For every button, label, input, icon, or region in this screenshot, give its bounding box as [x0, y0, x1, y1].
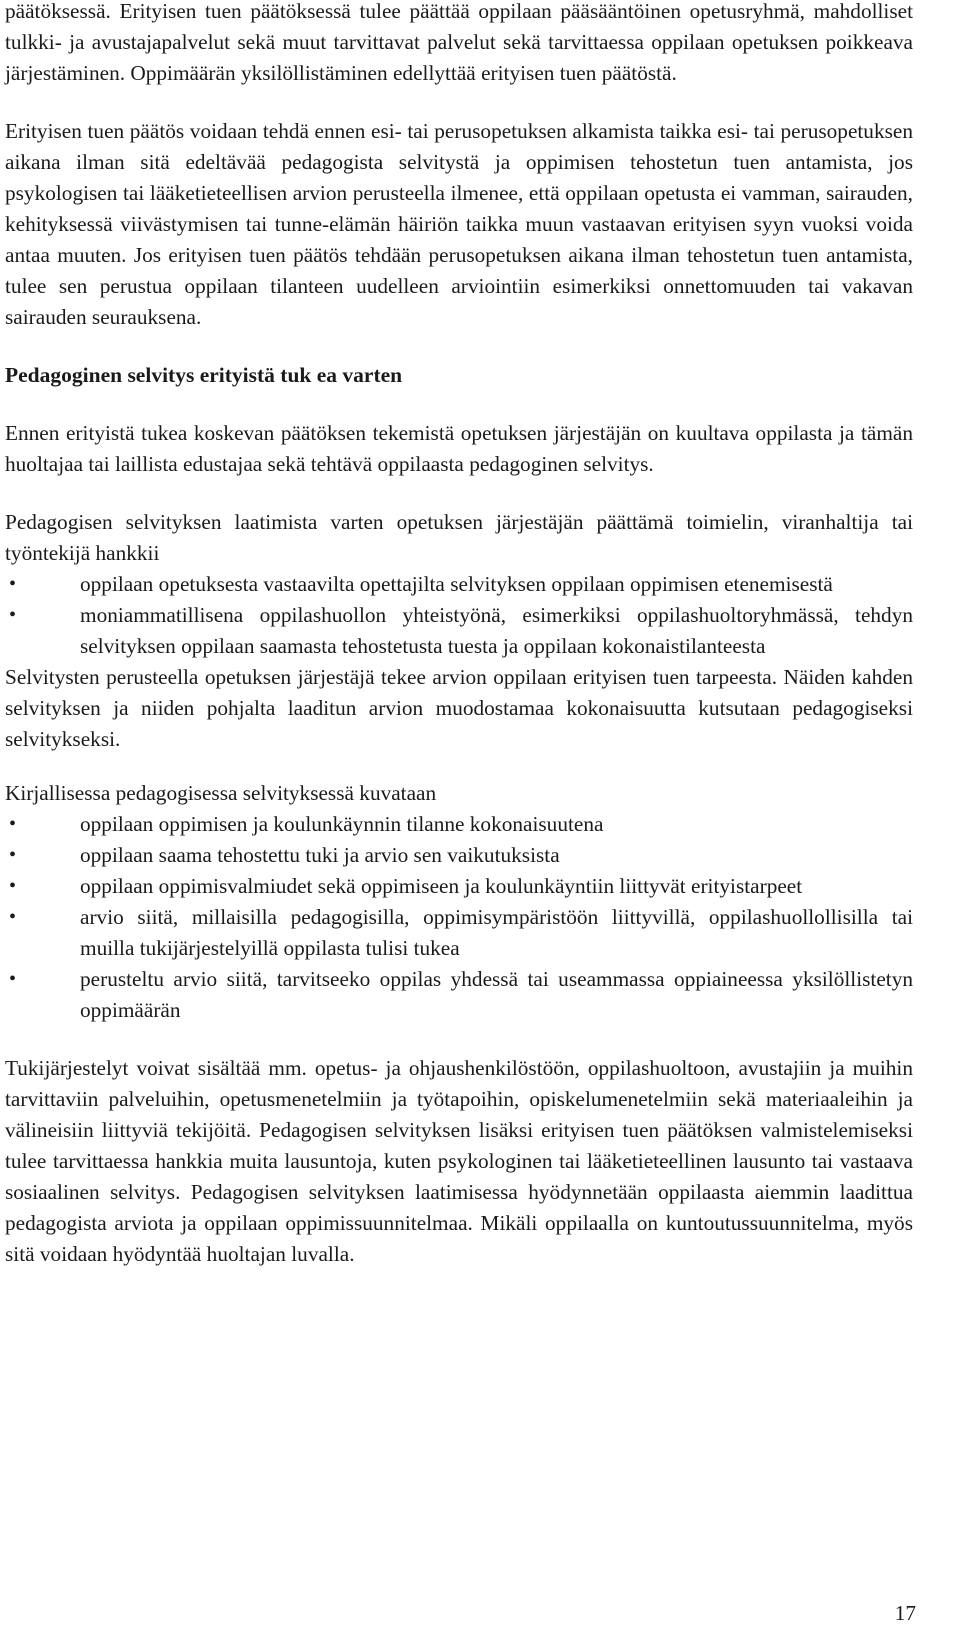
list-item-text: oppilaan oppimisen ja koulunkäynnin tilanne kokonaisuutena	[80, 812, 604, 836]
list-item	[5, 902, 913, 964]
list-item-text: moniammatillisena oppilashuollon yhteistyönä, esimerkiksi oppilashuoltoryhmässä, tehdyn selvityksen oppilaan saamasta tehostetusta tuesta ja oppilaan kokonaistilanteesta	[80, 603, 913, 658]
bullet-icon: •	[9, 968, 17, 990]
list-item	[5, 809, 913, 840]
page-number: 17	[894, 1601, 916, 1625]
list-item	[5, 600, 913, 662]
list-item-text: oppilaan opetuksesta vastaavilta opettajilta selvityksen oppilaan oppimisen etenemisestä	[80, 572, 833, 596]
section-heading: Pedagoginen selvitys erityistä tuk ea varten	[5, 363, 403, 387]
selvitys-intro-paragraph: Pedagogisen selvityksen laatimista varten opetuksen järjestäjän päättämä toimielin, viranhaltija tai työntekijä hankkii	[5, 510, 913, 565]
hearing-paragraph: Ennen erityistä tukea koskevan päätöksen tekemistä opetuksen järjestäjän on kuultava oppilasta ja tämän huoltajaa tai laillista edustajaa sekä tehtävä oppilaasta pedagoginen selvitys.	[5, 421, 913, 476]
kuvataan-intro-paragraph: Kirjallisessa pedagogisessa selvityksessä kuvataan	[5, 781, 437, 805]
tukijarjestelyt-paragraph: Tukijärjestelyt voivat sisältää mm. opetus- ja ohjaushenkilöstöön, oppilashuoltoon, avustajiin ja muihin tarvittaviin palveluihin, opetusmenetelmiin ja työtapoihin, opiskelumenetelmiin sekä materiaaleihin ja välineisiin liittyviä tekijöitä. Pedagogisen selvityksen lisäksi erityisen tuen päätöksen valmistelemiseksi tulee tarvittaessa hankkia muita lausuntoja, kuten psykologinen tai lääketieteellinen lausunto tai vastaava sosiaalinen selvitys. Pedagogisen selvityksen laatimisessa hyödynnetään oppilaasta aiemmin laadittua pedagogista arviota ja oppilaan oppimissuunnitelmaa. Mikäli oppilaalla on kuntoutussuunnitelma, myös sitä voidaan hyödyntää huoltajan luvalla.	[5, 1056, 913, 1266]
bullet-icon: •	[9, 573, 17, 595]
list-item-text: arvio siitä, millaisilla pedagogisilla, oppimisympäristöön liittyvillä, oppilashuollollisilla tai muilla tukijärjestelyillä oppilasta tulisi tukea	[80, 905, 913, 960]
list-item	[5, 569, 913, 600]
bullet-icon: •	[9, 844, 17, 866]
kuvataan-list	[5, 809, 913, 1026]
bullet-icon: •	[9, 604, 17, 626]
bullet-icon: •	[9, 875, 17, 897]
document-page	[5, 0, 913, 1270]
list-item-text: perusteltu arvio siitä, tarvitseeko oppilas yhdessä tai useammassa oppiaineessa yksilöllistetyn oppimäärän	[80, 967, 913, 1022]
selvitys-list	[5, 569, 913, 662]
list-item-text: oppilaan oppimisvalmiudet sekä oppimiseen ja koulunkäyntiin liittyvät erityistarpeet	[80, 874, 803, 898]
arvio-paragraph: Selvitysten perusteella opetuksen järjestäjä tekee arvion oppilaan erityisen tuen tarpeesta. Näiden kahden selvityksen ja niiden pohjalta laaditun arvion muodostamaa kokonaisuutta kutsutaan pedagogiseksi selvitykseksi.	[5, 665, 913, 751]
bullet-icon: •	[9, 906, 17, 928]
list-item	[5, 840, 913, 871]
list-item	[5, 871, 913, 902]
list-item	[5, 964, 913, 1026]
intro-paragraph: päätöksessä. Erityisen tuen päätöksessä tulee päättää oppilaan pääsääntöinen opetusryhmä, mahdolliset tulkki- ja avustajapalvelut sekä muut tarvittavat palvelut sekä tarvittaessa oppilaan opetuksen poikkeava järjestäminen. Oppimäärän yksilöllistäminen edellyttää erityisen tuen päätöstä.	[5, 0, 913, 85]
list-item-text: oppilaan saama tehostettu tuki ja arvio sen vaikutuksista	[80, 843, 560, 867]
decision-paragraph: Erityisen tuen päätös voidaan tehdä ennen esi- tai perusopetuksen alkamista taikka esi- tai perusopetuksen aikana ilman sitä edeltävää pedagogista selvitystä ja oppimisen tehostetun tuen antamista, jos psykologisen tai lääketieteellisen arvion perusteella ilmenee, että oppilaan opetusta ei vamman, sairauden, kehityksessä viivästymisen tai tunne-elämän häiriön taikka muun vastaavan erityisen syyn vuoksi voida antaa muuten. Jos erityisen tuen päätös tehdään perusopetuksen aikana ilman tehostetun tuen antamista, tulee sen perustua oppilaan tilanteen uudelleen arviointiin esimerkiksi onnettomuuden tai vakavan sairauden seurauksena.	[5, 119, 913, 329]
bullet-icon: •	[9, 813, 17, 835]
